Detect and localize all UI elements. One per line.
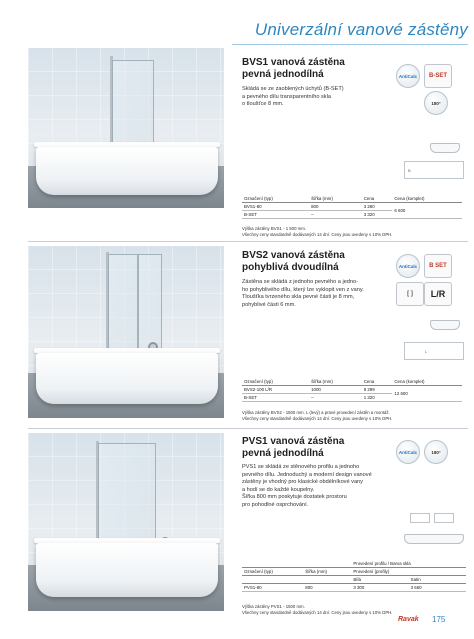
product-title: BVS2 vanová zástěna pohyblivá dvoudílná bbox=[242, 250, 345, 273]
product-photo-bvs2 bbox=[28, 246, 224, 418]
bathtub-top-view-icon bbox=[404, 534, 464, 544]
product-title: PVS1 vanová zástěna pevná jednodílná bbox=[242, 436, 345, 459]
product-photo-pvs1 bbox=[28, 433, 224, 611]
product-note: Výška zástěny BVS2 - 1500 mm. L (levý) a pravé provedení zástěn a montáž. Všechny ceny standardně dodávaných 14 dní. Ceny jsou uvedeny s 10% DPH. bbox=[242, 410, 393, 421]
profile-variant-icon bbox=[410, 513, 430, 523]
table-row: B-SET – 3 320 bbox=[242, 211, 462, 219]
bathtub-layout-icon: B bbox=[404, 161, 464, 179]
bathtub-layout-icon: L bbox=[404, 342, 464, 360]
table-row: PVS1-80 800 3 300 3 660 bbox=[242, 584, 466, 592]
b-set-icon: B-SET bbox=[424, 64, 452, 88]
product-title: BVS1 vanová zástěna pevná jednodílná bbox=[242, 57, 345, 80]
frame-bracket-icon: [ ] bbox=[396, 282, 424, 306]
bathtub-top-view-icon bbox=[430, 320, 460, 330]
anticalc-badge-icon: AntiCalc bbox=[396, 254, 420, 278]
product-note: Výška zástěny BVS1 - 1 500 mm. Všechny ceny standardně dodávaných 14 dní. Ceny jsou uvedeny s 10% DPH. bbox=[242, 226, 393, 237]
table-row: B-SET – 1 320 bbox=[242, 394, 462, 402]
spec-table: Provedení profilu / Barva skla Označení (typ) Šířka (mm) Provedení (profily) Bílá Satin PVS1-80 800 3 300 3 660 bbox=[242, 560, 466, 592]
spec-table: Označení (typ) Šířka (mm) Cena Cena (komplet) BVS1-80 800 3 280 6 600 B-SET – 3 320 bbox=[242, 195, 462, 219]
left-right-icon: L/R bbox=[424, 282, 452, 306]
section-divider bbox=[28, 241, 468, 242]
rotation-180-icon: 180° bbox=[424, 91, 448, 115]
b-set-icon: B SET bbox=[424, 254, 452, 278]
profile-variant-icon bbox=[434, 513, 454, 523]
product-photo-bvs1 bbox=[28, 48, 224, 208]
section-divider bbox=[28, 428, 468, 429]
title-rule bbox=[232, 44, 468, 45]
table-row: BVS2-100 L/R 1000 9 299 12 600 bbox=[242, 386, 462, 394]
product-description: PVS1 se skládá ze stěnového profilu a jednoho pevného dílu. Jednoduchý a moderní design vanové zástěny je vhodný pro klasické obdélníkové vany a hodí se do každé koupelny. Šířka 800 mm poskytuje dostatek prostoru pro pohodlné osprchování. bbox=[242, 464, 372, 508]
product-note: Výška zástěny PVS1 - 1500 mm. Všechny ceny standardně dodávaných 14 dní. Ceny jsou uvedeny s 10% DPH. bbox=[242, 604, 393, 615]
brand-logo: Ravak bbox=[398, 616, 419, 623]
anticalc-badge-icon: AntiCalc bbox=[396, 440, 420, 464]
table-row: BVS1-80 800 3 280 6 600 bbox=[242, 203, 462, 211]
rotation-180-icon: 180° bbox=[424, 440, 448, 464]
anticalc-badge-icon: AntiCalc bbox=[396, 64, 420, 88]
page-number: 175 bbox=[432, 615, 446, 624]
product-description: Skládá se ze zaoblených úchytů (B-SET) a pevného dílu transparentního skla o tloušťce 8 mm. bbox=[242, 86, 344, 108]
spec-table: Označení (typ) Šířka (mm) Cena Cena (komplet) BVS2-100 L/R 1000 9 299 12 600 B-SET – 1 320 bbox=[242, 378, 462, 402]
bathtub-top-view-icon bbox=[430, 143, 460, 153]
product-description: Zástěna se skládá z jednoho pevného a jedno- ho pohyblivého dílu, který lze vyklopit ven z vany. Tloušťka tvrzeného skla pevné části je 8 mm, pohyblivé části 6 mm. bbox=[242, 279, 364, 308]
page-title: Univerzální vanové zástěny bbox=[254, 20, 468, 39]
